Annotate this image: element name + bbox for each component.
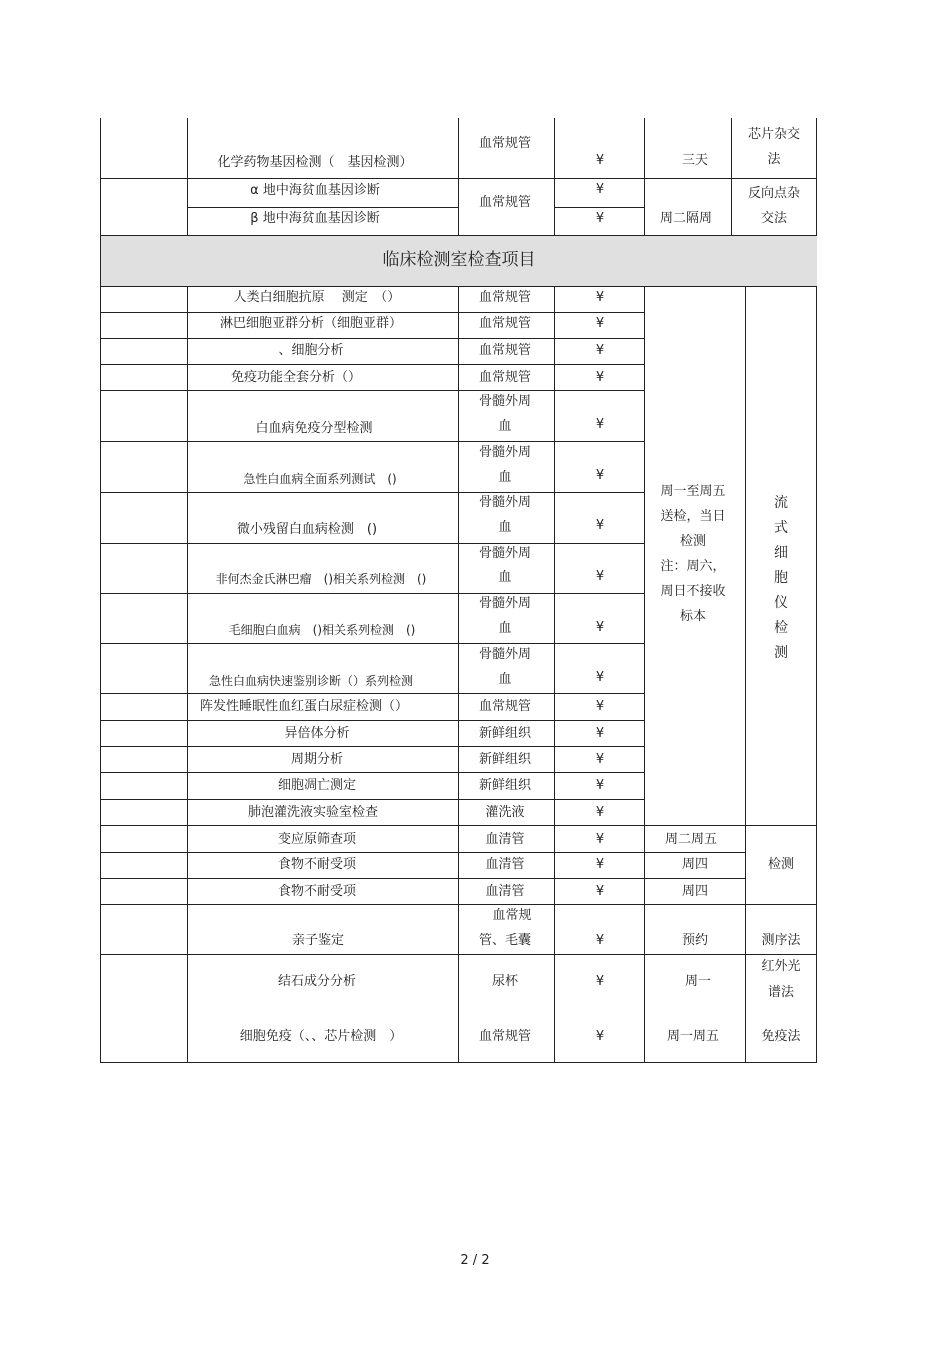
price: ¥ [595,417,605,432]
sample-tube: 血常规管 [478,316,532,331]
col-sep [554,286,555,1062]
test-name: 、细胞分析 [278,343,344,358]
sample-tube: 管、毛囊 [478,933,532,948]
sample-tube: 血常规管 [478,370,532,385]
row-sep [100,338,645,339]
price: ¥ [595,182,605,197]
method: 谱法 [767,985,795,1000]
row-sep [100,746,645,747]
test-name: 肺泡灌洗液实验室检查 [247,805,379,820]
test-name: 结石成分分析 [277,974,357,989]
sample-tube: 血清管 [485,884,525,899]
test-name: 免疫功能全套分析（） [230,370,362,385]
sample-tube: 尿杯 [491,974,519,989]
section-title: 临床检测室检查项目 [382,250,536,270]
row-sep [100,441,645,442]
method: 红外光 [761,959,801,974]
test-name: 周期分析 [290,752,344,767]
price: ¥ [595,933,605,948]
row-sep [100,390,645,391]
method: 法 [767,152,781,167]
row-sep [100,904,817,905]
test-name: 细胞凋亡测定 [277,778,357,793]
sample-tube: 血常规管 [478,1029,532,1044]
turnaround: 周二周五 [664,832,718,847]
price: ¥ [595,1029,605,1044]
sample-tube: 血常规管 [478,290,532,305]
test-name: β 地中海贫血基因诊断 [250,211,380,226]
price: ¥ [595,290,605,305]
test-name: α 地中海贫血基因诊断 [250,183,380,198]
price: ¥ [595,752,605,767]
price: ¥ [595,805,605,820]
row-sep [100,178,817,179]
sample-tube: 骨髓外周 [478,647,532,662]
price: ¥ [595,974,605,989]
sample-tube: 血 [498,570,512,585]
turnaround: 周四 [681,857,709,872]
col-sep [731,118,732,236]
row-sep [100,799,645,800]
row-sep [100,954,817,955]
test-name: 食物不耐受项 [277,884,357,899]
turnaround: 周二隔周 [659,211,713,226]
test-name: 细胞免疫（、、芯片检测 ） [239,1029,403,1044]
method: 免疫法 [761,1029,801,1044]
sample-tube: 血清管 [485,857,525,872]
row-sep [100,852,746,853]
turnaround: 三天 [681,153,709,168]
price: ¥ [595,778,605,793]
test-name: 毛细胞白血病 ()相关系列检测 () [228,623,416,637]
sample-tube: 血常规管 [478,699,532,714]
col-sep [644,118,645,236]
price: ¥ [595,153,605,168]
test-name: 亲子鉴定 [291,933,345,948]
test-name: 阵发性睡眠性血红蛋白尿症检测（） [199,699,409,714]
test-name: 微小残留白血病检测 () [236,522,378,537]
row-sep [100,1062,817,1063]
row-sep [100,492,645,493]
price: ¥ [595,857,605,872]
price: ¥ [595,670,605,685]
price: ¥ [595,884,605,899]
col-sep [554,118,555,236]
test-name: 变应原筛查项 [277,832,357,847]
method: 交法 [760,211,788,226]
price: ¥ [595,569,605,584]
row-sep [100,772,645,773]
turnaround: 预约 [681,933,709,948]
test-name: 急性白血病全面系列测试 () [243,472,397,486]
col-sep [644,286,645,1062]
sample-tube: 血 [498,419,512,434]
row-sep [100,543,645,544]
price: ¥ [595,316,605,331]
row-sep [100,720,645,721]
test-name: 人类白细胞抗原 测定 （） [233,290,401,305]
price: ¥ [595,832,605,847]
sample-tube: 骨髓外周 [478,596,532,611]
row-sep [100,593,645,594]
sample-tube: 灌洗液 [485,805,525,820]
sample-tube: 血常规管 [478,343,532,358]
price: ¥ [595,518,605,533]
sample-tube: 骨髓外周 [478,495,532,510]
page-number: 2 / 2 [460,1253,490,1268]
sample-tube: 血 [498,672,512,687]
test-name: 食物不耐受项 [277,857,357,872]
sample-tube: 新鲜组织 [478,752,532,767]
sample-tube: 骨髓外周 [478,546,532,561]
col-sep [458,286,459,1062]
price: ¥ [595,211,605,226]
method: 反向点杂 [747,186,801,201]
flow-method: 流式细胞仪检测 [774,495,788,661]
sample-tube: 血 [498,470,512,485]
row-sep [100,364,645,365]
price: ¥ [595,726,605,741]
sample-tube: 血清管 [485,832,525,847]
sample-tube: 新鲜组织 [478,726,532,741]
test-name: 急性白血病快速鉴别诊断（）系列检测 [208,674,414,688]
price: ¥ [595,468,605,483]
row-sep [100,878,746,879]
sample-tube: 骨髓外周 [478,394,532,409]
turnaround: 周四 [681,884,709,899]
col-sep [187,118,188,236]
row-sep [100,693,645,694]
method: 芯片杂交 [747,127,801,142]
sample-tube: 血 [498,621,512,636]
col-sep [745,286,746,1062]
sample-tube: 血常规管 [478,136,532,151]
sample-tube: 新鲜组织 [478,778,532,793]
row-sep [554,207,645,208]
flow-schedule: 周一至周五 送检，当日 检测 注：周六， 周日不接收 标本 [660,484,726,624]
col-sep [458,118,459,236]
price: ¥ [595,370,605,385]
row-sep [100,643,645,644]
method: 检测 [767,857,795,872]
turnaround: 周一周五 [666,1029,720,1044]
row-sep [100,825,817,826]
method: 测序法 [761,933,801,948]
row-sep [100,312,645,313]
price: ¥ [595,699,605,714]
turnaround: 周一 [684,974,712,989]
test-name: 白血病免疫分型检测 [255,421,373,436]
sample-tube: 骨髓外周 [478,445,532,460]
price: ¥ [595,620,605,635]
row-sep [187,207,459,208]
test-name: 非何杰金氏淋巴瘤 ()相关系列检测 () [215,572,427,586]
sample-tube: 血 [498,520,512,535]
test-name: 化学药物基因检测（ 基因检测） [217,155,413,170]
sample-tube: 血常规管 [478,195,532,210]
test-name: 淋巴细胞亚群分析（细胞亚群） [219,316,403,331]
test-name: 异倍体分析 [284,726,350,741]
col-sep [187,286,188,1062]
sample-tube: 血常规 [492,908,532,923]
price: ¥ [595,343,605,358]
